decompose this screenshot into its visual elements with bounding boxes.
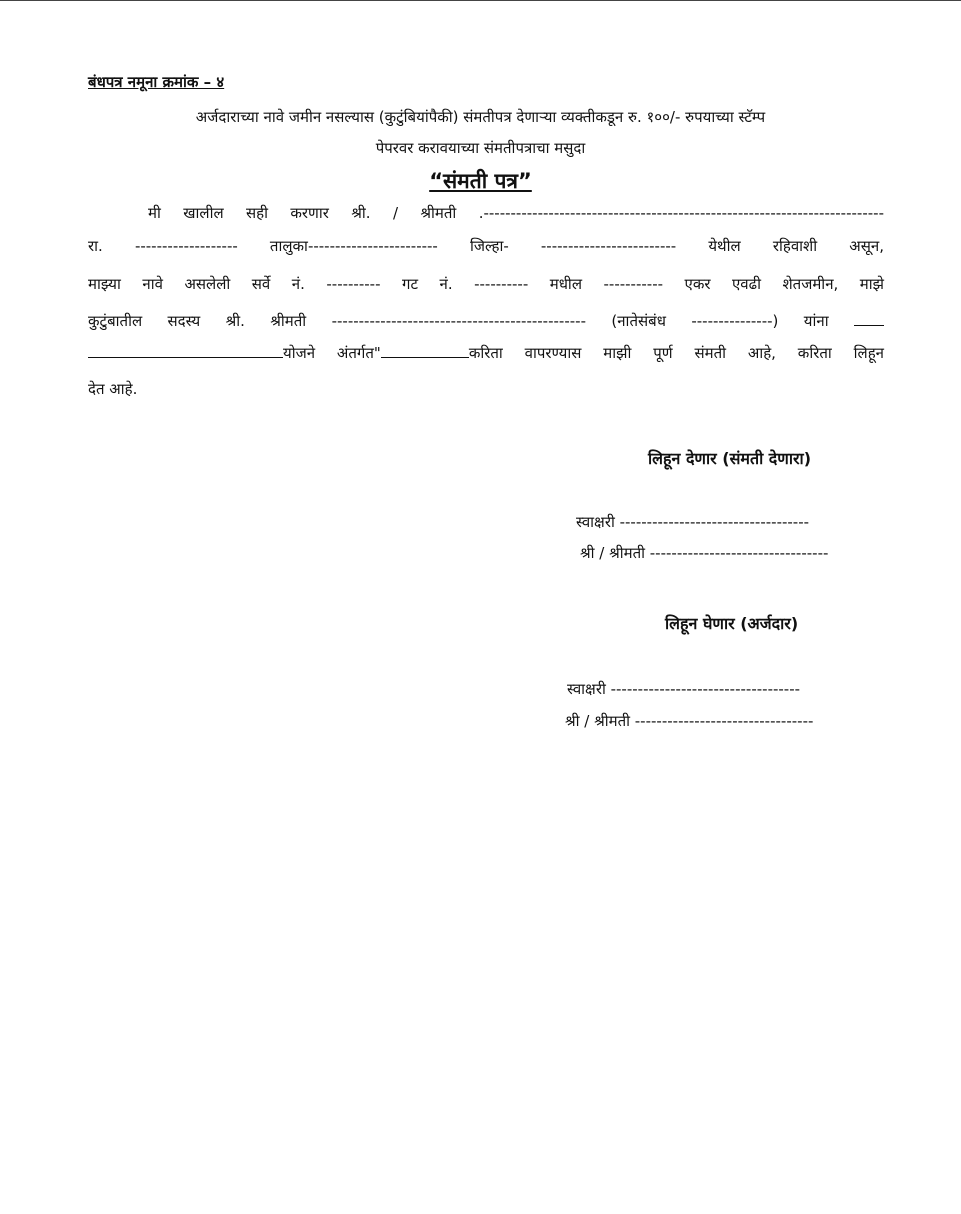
- scheme-name-blank: [88, 343, 283, 358]
- body-line-4: [88, 311, 884, 331]
- signature-taker-sign-row: स्वाक्षरी -----------------------------------: [567, 680, 801, 698]
- body-line-6: देत आहे.: [88, 380, 138, 398]
- body-line-5: [88, 343, 884, 363]
- body-line-4-text: कुटुंबातील सदस्य श्री. श्रीमती ----------------------------------------------- (नातेसंबंध ---------------) यांना: [88, 312, 829, 330]
- form-reference-heading: बंधपत्र नमूना क्रमांक – ४: [88, 73, 225, 91]
- body-line-5-consent: करिता वापरण्यास माझी पूर्ण संमती आहे, करिता लिहून: [468, 344, 884, 362]
- subtitle-line-1: अर्जदाराच्या नावे जमीन नसल्यास (कुटुंबियांपैकी) संमतीपत्र देणाऱ्या व्यक्तीकडून रु. १००/- रुपयाच्या स्टॅम्प: [195, 108, 766, 126]
- body-line-5-scheme: योजने अंतर्गत": [283, 344, 381, 362]
- purpose-blank: [381, 343, 469, 358]
- signature-taker-heading: लिहून घेणार (अर्जदार): [665, 614, 799, 633]
- subtitle-line-2: पेपरवर करावयाच्या संमतीपत्राचा मसुदा: [375, 139, 586, 157]
- body-line-2: रा. ------------------- तालुका------------------------ जिल्हा- ------------------------- येथील रहिवाशी असून,: [88, 237, 884, 255]
- body-line-1: मी खालील सही करणार श्री. / श्रीमती .--------------------------------------------------------------------------: [148, 204, 884, 222]
- fill-blank-line: [854, 311, 884, 326]
- body-line-3: माझ्या नावे असलेली सर्वे नं. ---------- गट नं. ---------- मधील ----------- एकर एवढी शेतजमीन, माझे: [88, 275, 884, 293]
- signature-giver-sign-row: स्वाक्षरी -----------------------------------: [576, 513, 810, 531]
- signature-giver-name-row: श्री / श्रीमती ---------------------------------: [580, 544, 829, 562]
- document-title: “संमती पत्र”: [429, 169, 532, 193]
- signature-taker-name-row: श्री / श्रीमती ---------------------------------: [565, 712, 814, 730]
- signature-giver-heading: लिहून देणार (संमती देणारा): [648, 449, 812, 468]
